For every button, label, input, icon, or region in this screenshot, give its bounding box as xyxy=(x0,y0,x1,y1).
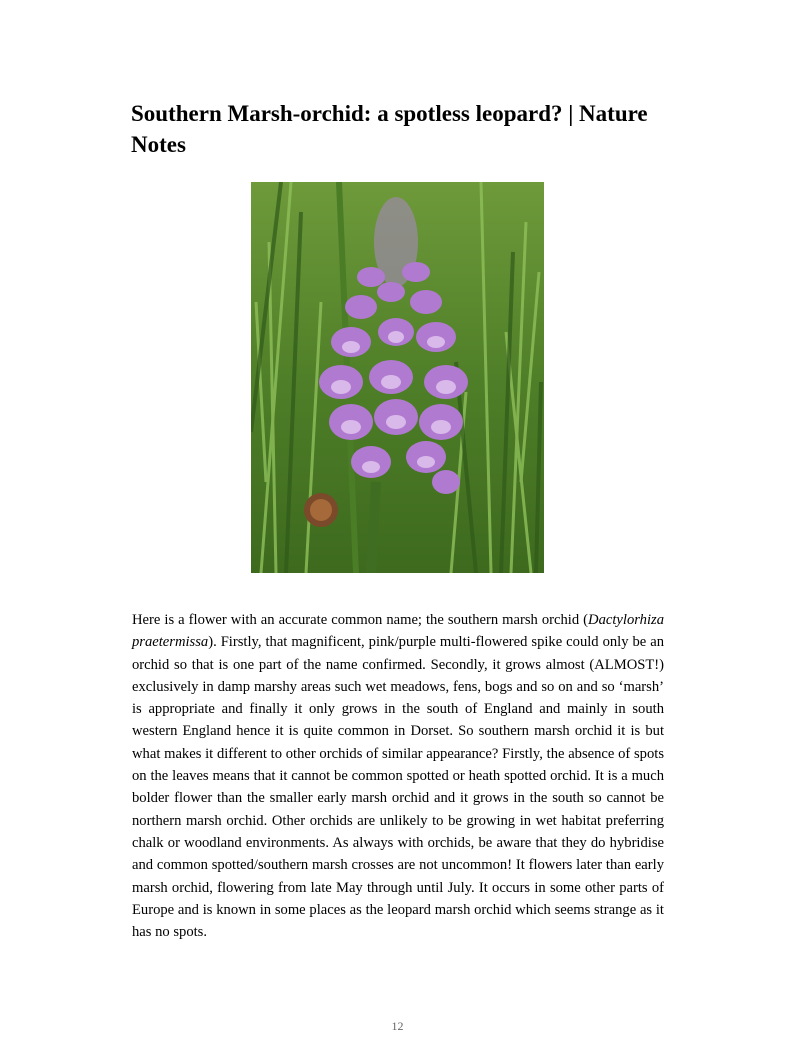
page-number: 12 xyxy=(391,1019,404,1033)
species-name: Dactylorhiza praetermissa xyxy=(132,612,664,651)
article-body xyxy=(132,609,664,943)
orchid-photo xyxy=(251,182,544,573)
body-main: ). Firstly, that magnificent, pink/purple multi-flowered spike could only be an orchid so that is one part of the name confirmed. Secondly, it grows almost (ALMOST!) exclusively in damp marshy areas such wet meadows, fens, bogs and so on and so ‘marsh’ is appropriate and finally it only grows in the south of England and mainly in south western England hence it is quite common in Dorset. So southern marsh orchid it is but what makes it different to other orchids of similar appearance? Firstly, the absence of spots on the leaves means that it cannot be common spotted or heath spotted orchid. It is a much bolder flower than the smaller early marsh orchid and it grows in the south so cannot be northern marsh orchid. Other orchids are unlikely to be growing in wet habitat preferring chalk or woodland environments. As always with orchids, be aware that they do hybridise and common spotted/southern marsh crosses are not uncommon! It flowers later than early marsh orchid, flowering from late May through until July. It occurs in some other parts of Europe and is known in some places as the leopard marsh orchid which seems strange as it has no spots. xyxy=(132,634,664,941)
body-intro: Here is a flower with an accurate common name; the southern marsh orchid ( xyxy=(132,612,589,628)
page-title: Southern Marsh-orchid: a spotless leopard? | Nature Notes xyxy=(131,101,648,157)
